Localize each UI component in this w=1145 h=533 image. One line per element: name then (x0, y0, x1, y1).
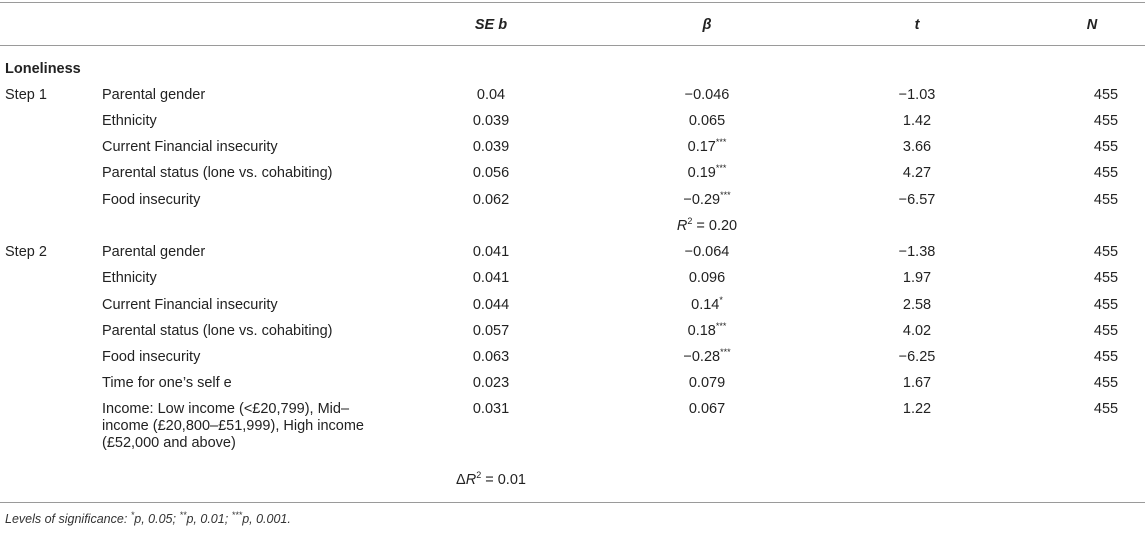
row-beta (688, 139, 727, 156)
section-loneliness: Loneliness (5, 61, 81, 77)
table-header-rule (0, 45, 1145, 46)
row-variable: Ethnicity (102, 113, 157, 129)
row-n: 455 (1093, 401, 1119, 417)
row-n: 455 (1093, 87, 1119, 103)
row-beta (689, 270, 725, 287)
row-seb: 0.04 (476, 87, 506, 103)
significance-stars: *** (720, 190, 731, 201)
beta-value: 0.14 (691, 297, 720, 313)
row-beta (691, 297, 723, 314)
row-variable: Food insecurity (102, 192, 201, 208)
row-seb: 0.041 (472, 244, 510, 260)
row-variable: Parental status (lone vs. cohabiting) (102, 323, 333, 339)
significance-stars: *** (715, 321, 727, 332)
row-variable: Parental gender (102, 87, 206, 103)
row-beta (683, 192, 730, 209)
beta-value: −0.28 (683, 349, 721, 365)
row-seb: 0.062 (472, 192, 510, 208)
row-variable: Food insecurity (102, 349, 201, 365)
row-beta (688, 323, 727, 340)
step2-label: Step 2 (5, 244, 47, 260)
beta-value: −0.29 (683, 192, 721, 208)
row-t: 1.42 (902, 113, 932, 129)
row-beta (685, 244, 730, 261)
row-n: 455 (1093, 323, 1119, 339)
r-symbol: R (465, 472, 477, 488)
row-n: 455 (1093, 139, 1119, 155)
row-variable: Time for one’s self e (102, 375, 232, 391)
row-t: 1.22 (902, 401, 932, 417)
row-variable: Parental status (lone vs. cohabiting) (102, 165, 333, 181)
delta-symbol: Δ (456, 472, 466, 488)
beta-value: 0.065 (688, 113, 726, 129)
row-variable: Current Financial insecurity (102, 139, 278, 155)
header-n: N (1086, 17, 1098, 33)
beta-value: 0.17 (687, 139, 716, 155)
row-seb: 0.031 (472, 401, 510, 417)
row-t: −1.38 (898, 244, 936, 260)
header-t: t (914, 17, 920, 33)
table-bottom-rule (0, 502, 1145, 503)
r-symbol: R (676, 218, 688, 234)
header-seb: SE b (474, 17, 508, 33)
significance-stars: *** (715, 163, 727, 174)
delta-r-squared-value: = 0.01 (485, 472, 526, 488)
beta-value: −0.064 (684, 244, 730, 260)
row-n: 455 (1093, 113, 1119, 129)
row-variable: Ethnicity (102, 270, 157, 286)
row-n: 455 (1093, 297, 1119, 313)
row-seb: 0.063 (472, 349, 510, 365)
r-squared-value: = 0.20 (696, 218, 738, 234)
row-t: 1.67 (902, 375, 932, 391)
row-seb: 0.056 (472, 165, 510, 181)
row-t: 4.27 (902, 165, 932, 181)
significance-stars: *** (720, 347, 731, 358)
beta-value: 0.079 (688, 375, 726, 391)
row-seb: 0.057 (472, 323, 510, 339)
step2-delta-r-squared: $\Delta R^2 = 0.01$ (456, 470, 526, 488)
row-n: 455 (1093, 192, 1119, 208)
row-t: 1.97 (902, 270, 932, 286)
row-beta (688, 165, 727, 182)
row-t: 3.66 (902, 139, 932, 155)
significance-stars: * (719, 295, 723, 306)
row-t: −6.25 (898, 349, 936, 365)
row-seb: 0.023 (472, 375, 510, 391)
row-variable: Parental gender (102, 244, 206, 260)
beta-value: 0.067 (688, 401, 726, 417)
step1-r-squared: $R^2 = 0.20$ (676, 216, 738, 234)
row-seb: 0.044 (472, 297, 510, 313)
beta-value: 0.096 (688, 270, 726, 286)
beta-value: −0.046 (684, 87, 730, 103)
table-top-rule (0, 2, 1145, 3)
row-t: −6.57 (898, 192, 936, 208)
row-beta (685, 87, 730, 104)
header-beta: β (702, 17, 712, 33)
row-n: 455 (1093, 375, 1119, 391)
beta-value: 0.18 (687, 323, 716, 339)
significance-stars: *** (715, 137, 727, 148)
step1-label: Step 1 (5, 87, 47, 103)
row-beta (689, 401, 725, 418)
row-n: 455 (1093, 349, 1119, 365)
beta-value: 0.19 (687, 165, 716, 181)
row-t: 2.58 (902, 297, 932, 313)
row-beta (689, 113, 725, 130)
row-seb: 0.039 (472, 113, 510, 129)
significance-footnote: Levels of significance: *p, 0.05; **p, 0.01; ***p, 0.001. (5, 509, 291, 526)
row-seb: 0.041 (472, 270, 510, 286)
row-beta (689, 375, 725, 392)
row-n: 455 (1093, 244, 1119, 260)
row-variable: Income: Low income (<£20,799), Mid–income (£20,800–£51,999), High income (£52,000 and above) (102, 401, 364, 451)
row-variable: Current Financial insecurity (102, 297, 278, 313)
row-t: 4.02 (902, 323, 932, 339)
row-beta (683, 349, 730, 366)
row-seb: 0.039 (472, 139, 510, 155)
row-n: 455 (1093, 270, 1119, 286)
row-n: 455 (1093, 165, 1119, 181)
row-t: −1.03 (898, 87, 936, 103)
